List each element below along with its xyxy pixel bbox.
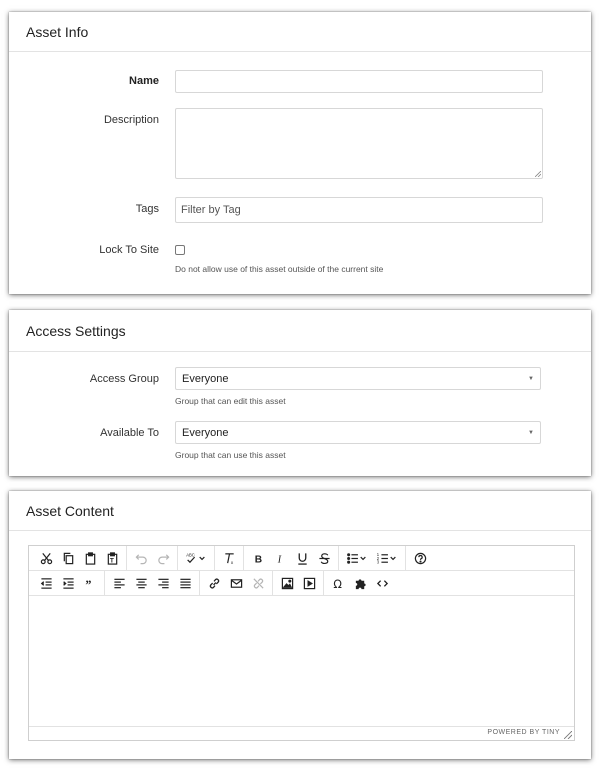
access-group-help: Group that can edit this asset (175, 396, 286, 406)
editor-statusbar (29, 727, 574, 740)
align-center-icon[interactable] (130, 572, 152, 594)
media-group (273, 571, 324, 595)
access-settings-title: Access Settings (9, 310, 591, 352)
powered-by-tiny-link[interactable]: POWERED BY TINY (487, 729, 560, 736)
chevron-down-icon: ▼ (528, 375, 534, 382)
editor-toolbar-row-1 (29, 546, 574, 571)
svg-text:Ω: Ω (332, 577, 342, 590)
asset-info-title: Asset Info (9, 12, 591, 52)
available-to-label: Available To (100, 427, 159, 439)
lock-to-site-help: Do not allow use of this asset outside of the current site (175, 264, 384, 274)
editor-toolbar-row-2 (29, 571, 574, 596)
bullet-list-icon[interactable] (342, 547, 372, 569)
tags-label: Tags (135, 203, 159, 215)
align-group (105, 571, 200, 595)
paste-text-icon[interactable] (101, 547, 123, 569)
access-settings-panel (9, 310, 591, 476)
paste-icon[interactable] (79, 547, 101, 569)
link-icon[interactable] (203, 572, 225, 594)
image-icon[interactable] (276, 572, 298, 594)
align-right-icon[interactable] (152, 572, 174, 594)
align-justify-icon[interactable] (174, 572, 196, 594)
help-group (406, 546, 434, 570)
chevron-down-icon: ▼ (528, 429, 534, 436)
align-left-icon[interactable] (108, 572, 130, 594)
available-to-help: Group that can use this asset (175, 450, 286, 460)
plugin-icon[interactable] (349, 572, 371, 594)
svg-text:”: ” (84, 577, 91, 590)
lock-to-site-checkbox[interactable] (175, 245, 185, 255)
name-label: Name (129, 75, 159, 87)
numbered-list-icon[interactable] (372, 547, 402, 569)
clear-format-icon[interactable] (218, 547, 240, 569)
email-icon[interactable] (225, 572, 247, 594)
editor-content-area[interactable] (29, 596, 574, 727)
tags-filter-input[interactable] (175, 197, 543, 223)
redo-icon[interactable] (152, 547, 174, 569)
text-style-group (244, 546, 339, 570)
editor-resize-handle-icon[interactable] (564, 731, 572, 739)
svg-text:ABC: ABC (186, 552, 195, 558)
help-icon[interactable] (409, 547, 431, 569)
asset-content-title: Asset Content (9, 491, 591, 531)
underline-icon[interactable] (291, 547, 313, 569)
cut-icon[interactable] (35, 547, 57, 569)
svg-text:x: x (230, 559, 233, 565)
copy-icon[interactable] (57, 547, 79, 569)
description-label: Description (103, 114, 159, 126)
history-group (127, 546, 178, 570)
indent-icon[interactable] (57, 572, 79, 594)
undo-icon[interactable] (130, 547, 152, 569)
svg-text:3: 3 (376, 559, 380, 565)
outdent-icon[interactable] (35, 572, 57, 594)
lock-to-site-label: Lock To Site (99, 244, 159, 256)
available-to-value: Everyone (182, 426, 229, 439)
strikethrough-icon[interactable] (313, 547, 335, 569)
access-group-label: Access Group (89, 373, 159, 385)
asset-content-panel (9, 491, 591, 759)
svg-text:1: 1 (376, 551, 380, 557)
italic-icon[interactable] (269, 547, 291, 569)
format-group (215, 546, 244, 570)
name-input[interactable] (175, 70, 543, 93)
bold-icon[interactable] (247, 547, 269, 569)
asset-info-panel (9, 12, 591, 294)
unlink-icon[interactable] (247, 572, 269, 594)
blockquote-icon[interactable] (79, 572, 101, 594)
lists-group (339, 546, 406, 570)
rich-text-editor (28, 545, 575, 741)
indent-group (32, 571, 105, 595)
access-group-value: Everyone (182, 372, 229, 385)
access-group-select[interactable] (175, 367, 541, 390)
svg-text:B: B (254, 554, 262, 565)
svg-text:I: I (277, 554, 281, 565)
link-group (200, 571, 273, 595)
svg-text:T: T (109, 557, 114, 565)
textarea-resize-icon[interactable] (535, 171, 541, 177)
spellcheck-group (178, 546, 215, 570)
code-icon[interactable] (371, 572, 393, 594)
clipboard-group (32, 546, 127, 570)
spellcheck-icon[interactable] (181, 547, 211, 569)
available-to-select[interactable] (175, 421, 541, 444)
description-textarea[interactable] (175, 108, 543, 179)
media-icon[interactable] (298, 572, 320, 594)
special-char-icon[interactable] (327, 572, 349, 594)
insert-group (324, 571, 396, 595)
svg-text:2: 2 (376, 555, 380, 561)
